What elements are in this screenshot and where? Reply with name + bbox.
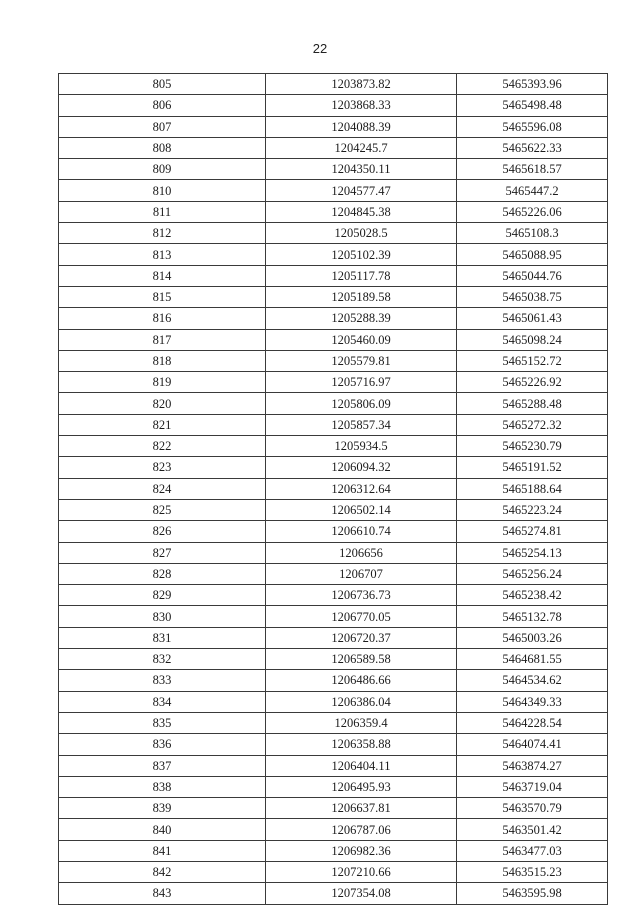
table-row	[59, 755, 608, 776]
point-number-cell: 825	[59, 499, 266, 520]
y-coordinate-cell: 5465618.57	[457, 159, 608, 180]
point-number-cell: 842	[59, 861, 266, 882]
x-coordinate-cell: 1207210.66	[266, 861, 457, 882]
x-coordinate-cell: 1206358.88	[266, 734, 457, 755]
y-coordinate-cell: 5465191.52	[457, 457, 608, 478]
y-coordinate-cell: 5465038.75	[457, 286, 608, 307]
y-coordinate-cell: 5465044.76	[457, 265, 608, 286]
table-row	[59, 350, 608, 371]
y-coordinate-cell: 5465098.24	[457, 329, 608, 350]
y-coordinate-cell: 5465230.79	[457, 436, 608, 457]
table-row	[59, 265, 608, 286]
y-coordinate-cell: 5465272.32	[457, 414, 608, 435]
x-coordinate-cell: 1207354.08	[266, 883, 457, 904]
y-coordinate-cell: 5465226.92	[457, 372, 608, 393]
table-row	[59, 308, 608, 329]
x-coordinate-cell: 1206359.4	[266, 712, 457, 733]
table-row	[59, 734, 608, 755]
table-row	[59, 329, 608, 350]
x-coordinate-cell: 1206736.73	[266, 585, 457, 606]
table-row	[59, 372, 608, 393]
point-number-cell: 809	[59, 159, 266, 180]
y-coordinate-cell: 5464349.33	[457, 691, 608, 712]
table-row	[59, 670, 608, 691]
point-number-cell: 823	[59, 457, 266, 478]
point-number-cell: 824	[59, 478, 266, 499]
coordinates-table-body	[59, 74, 608, 905]
point-number-cell: 831	[59, 627, 266, 648]
point-number-cell: 828	[59, 563, 266, 584]
point-number-cell: 815	[59, 286, 266, 307]
x-coordinate-cell: 1205288.39	[266, 308, 457, 329]
point-number-cell: 827	[59, 542, 266, 563]
x-coordinate-cell: 1206637.81	[266, 798, 457, 819]
table-row	[59, 776, 608, 797]
x-coordinate-cell: 1206094.32	[266, 457, 457, 478]
point-number-cell: 811	[59, 201, 266, 222]
point-number-cell: 841	[59, 840, 266, 861]
x-coordinate-cell: 1204350.11	[266, 159, 457, 180]
x-coordinate-cell: 1206720.37	[266, 627, 457, 648]
y-coordinate-cell: 5465596.08	[457, 116, 608, 137]
x-coordinate-cell: 1206610.74	[266, 521, 457, 542]
table-row	[59, 201, 608, 222]
x-coordinate-cell: 1205806.09	[266, 393, 457, 414]
table-row	[59, 585, 608, 606]
x-coordinate-cell: 1205028.5	[266, 223, 457, 244]
x-coordinate-cell: 1205102.39	[266, 244, 457, 265]
point-number-cell: 806	[59, 95, 266, 116]
point-number-cell: 822	[59, 436, 266, 457]
x-coordinate-cell: 1206495.93	[266, 776, 457, 797]
point-number-cell: 830	[59, 606, 266, 627]
table-row	[59, 74, 608, 95]
y-coordinate-cell: 5465498.48	[457, 95, 608, 116]
y-coordinate-cell: 5465088.95	[457, 244, 608, 265]
y-coordinate-cell: 5463501.42	[457, 819, 608, 840]
y-coordinate-cell: 5465003.26	[457, 627, 608, 648]
x-coordinate-cell: 1204845.38	[266, 201, 457, 222]
point-number-cell: 814	[59, 265, 266, 286]
point-number-cell: 835	[59, 712, 266, 733]
x-coordinate-cell: 1206787.06	[266, 819, 457, 840]
table-row	[59, 542, 608, 563]
y-coordinate-cell: 5465288.48	[457, 393, 608, 414]
point-number-cell: 810	[59, 180, 266, 201]
point-number-cell: 829	[59, 585, 266, 606]
y-coordinate-cell: 5464228.54	[457, 712, 608, 733]
page-number: 22	[312, 41, 328, 56]
point-number-cell: 834	[59, 691, 266, 712]
y-coordinate-cell: 5465152.72	[457, 350, 608, 371]
point-number-cell: 813	[59, 244, 266, 265]
table-row	[59, 691, 608, 712]
y-coordinate-cell: 5465447.2	[457, 180, 608, 201]
y-coordinate-cell: 5465254.13	[457, 542, 608, 563]
table-row	[59, 883, 608, 904]
y-coordinate-cell: 5463595.98	[457, 883, 608, 904]
y-coordinate-cell: 5463874.27	[457, 755, 608, 776]
point-number-cell: 817	[59, 329, 266, 350]
table-row	[59, 180, 608, 201]
table-row	[59, 649, 608, 670]
y-coordinate-cell: 5465256.24	[457, 563, 608, 584]
point-number-cell: 833	[59, 670, 266, 691]
table-row	[59, 244, 608, 265]
y-coordinate-cell: 5465622.33	[457, 137, 608, 158]
point-number-cell: 832	[59, 649, 266, 670]
y-coordinate-cell: 5463570.79	[457, 798, 608, 819]
point-number-cell: 839	[59, 798, 266, 819]
point-number-cell: 837	[59, 755, 266, 776]
table-row	[59, 436, 608, 457]
y-coordinate-cell: 5464074.41	[457, 734, 608, 755]
table-row	[59, 116, 608, 137]
table-row	[59, 286, 608, 307]
point-number-cell: 807	[59, 116, 266, 137]
table-row	[59, 861, 608, 882]
table-row	[59, 819, 608, 840]
x-coordinate-cell: 1205716.97	[266, 372, 457, 393]
y-coordinate-cell: 5464534.62	[457, 670, 608, 691]
table-row	[59, 627, 608, 648]
table-row	[59, 414, 608, 435]
point-number-cell: 826	[59, 521, 266, 542]
x-coordinate-cell: 1206656	[266, 542, 457, 563]
x-coordinate-cell: 1205857.34	[266, 414, 457, 435]
table-row	[59, 563, 608, 584]
x-coordinate-cell: 1206404.11	[266, 755, 457, 776]
point-number-cell: 840	[59, 819, 266, 840]
table-row	[59, 159, 608, 180]
table-row	[59, 223, 608, 244]
table-row	[59, 840, 608, 861]
point-number-cell: 818	[59, 350, 266, 371]
point-number-cell: 843	[59, 883, 266, 904]
y-coordinate-cell: 5465226.06	[457, 201, 608, 222]
y-coordinate-cell: 5465238.42	[457, 585, 608, 606]
point-number-cell: 821	[59, 414, 266, 435]
table-row	[59, 606, 608, 627]
y-coordinate-cell: 5463719.04	[457, 776, 608, 797]
point-number-cell: 808	[59, 137, 266, 158]
x-coordinate-cell: 1205934.5	[266, 436, 457, 457]
table-row	[59, 712, 608, 733]
x-coordinate-cell: 1205189.58	[266, 286, 457, 307]
x-coordinate-cell: 1206770.05	[266, 606, 457, 627]
y-coordinate-cell: 5464681.55	[457, 649, 608, 670]
table-row	[59, 521, 608, 542]
x-coordinate-cell: 1206502.14	[266, 499, 457, 520]
point-number-cell: 820	[59, 393, 266, 414]
table-row	[59, 393, 608, 414]
y-coordinate-cell: 5465188.64	[457, 478, 608, 499]
table-row	[59, 478, 608, 499]
point-number-cell: 816	[59, 308, 266, 329]
x-coordinate-cell: 1206982.36	[266, 840, 457, 861]
x-coordinate-cell: 1205460.09	[266, 329, 457, 350]
x-coordinate-cell: 1205579.81	[266, 350, 457, 371]
point-number-cell: 812	[59, 223, 266, 244]
y-coordinate-cell: 5463477.03	[457, 840, 608, 861]
point-number-cell: 838	[59, 776, 266, 797]
y-coordinate-cell: 5465223.24	[457, 499, 608, 520]
y-coordinate-cell: 5465108.3	[457, 223, 608, 244]
table-row	[59, 137, 608, 158]
point-number-cell: 805	[59, 74, 266, 95]
point-number-cell: 819	[59, 372, 266, 393]
point-number-cell: 836	[59, 734, 266, 755]
table-row	[59, 95, 608, 116]
x-coordinate-cell: 1206312.64	[266, 478, 457, 499]
x-coordinate-cell: 1204577.47	[266, 180, 457, 201]
x-coordinate-cell: 1206386.04	[266, 691, 457, 712]
table-row	[59, 798, 608, 819]
coordinates-table	[58, 73, 608, 905]
y-coordinate-cell: 5463515.23	[457, 861, 608, 882]
y-coordinate-cell: 5465274.81	[457, 521, 608, 542]
x-coordinate-cell: 1204088.39	[266, 116, 457, 137]
x-coordinate-cell: 1203873.82	[266, 74, 457, 95]
x-coordinate-cell: 1203868.33	[266, 95, 457, 116]
x-coordinate-cell: 1205117.78	[266, 265, 457, 286]
table-row	[59, 499, 608, 520]
x-coordinate-cell: 1206707	[266, 563, 457, 584]
table-row	[59, 457, 608, 478]
y-coordinate-cell: 5465061.43	[457, 308, 608, 329]
x-coordinate-cell: 1206589.58	[266, 649, 457, 670]
y-coordinate-cell: 5465132.78	[457, 606, 608, 627]
x-coordinate-cell: 1204245.7	[266, 137, 457, 158]
y-coordinate-cell: 5465393.96	[457, 74, 608, 95]
x-coordinate-cell: 1206486.66	[266, 670, 457, 691]
